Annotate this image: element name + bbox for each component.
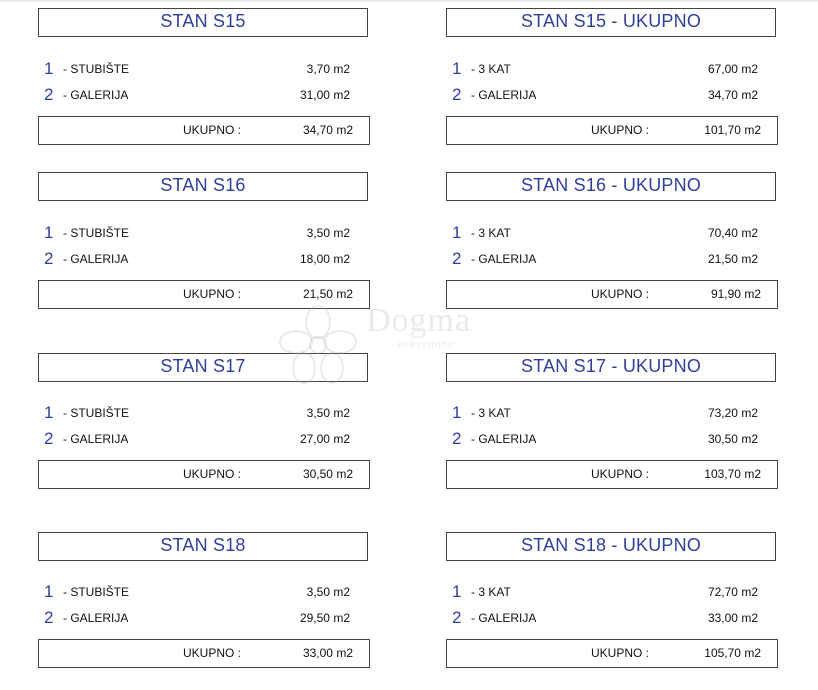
row-value: 73,20 m2 <box>707 406 758 420</box>
row-label: - STUBIŠTE <box>63 585 130 599</box>
row-value: 27,00 m2 <box>299 432 350 446</box>
row-label: - GALERIJA <box>63 611 129 625</box>
row-number: 1 <box>44 223 54 242</box>
area-row <box>38 223 370 243</box>
row-label: - GALERIJA <box>63 88 129 102</box>
row-label: - GALERIJA <box>471 88 537 102</box>
area-row <box>38 608 370 628</box>
total-box <box>38 460 370 489</box>
area-row <box>446 59 778 79</box>
area-row <box>38 582 370 602</box>
total-label: UKUPNO : <box>183 467 242 481</box>
row-value: 18,00 m2 <box>299 252 350 266</box>
row-value: 29,50 m2 <box>299 611 350 625</box>
total-label: UKUPNO : <box>183 287 242 301</box>
row-number: 1 <box>44 59 54 78</box>
row-label: - STUBIŠTE <box>63 226 130 240</box>
row-number: 1 <box>44 403 54 422</box>
row-value: 3,50 m2 <box>306 226 350 240</box>
watermark-subtext: nekretnine <box>398 338 455 350</box>
total-value: 30,50 m2 <box>302 467 353 481</box>
area-row <box>38 403 370 423</box>
total-label: UKUPNO : <box>183 123 242 137</box>
row-number: 1 <box>452 223 462 242</box>
row-value: 33,00 m2 <box>707 611 758 625</box>
area-row <box>38 249 370 269</box>
row-value: 3,50 m2 <box>306 585 350 599</box>
total-value: 21,50 m2 <box>302 287 353 301</box>
total-label: UKUPNO : <box>183 646 242 660</box>
row-label: - 3 KAT <box>471 62 511 76</box>
row-label: - 3 KAT <box>471 406 511 420</box>
panel-title: STAN S16 <box>38 172 368 201</box>
row-number: 2 <box>44 608 54 627</box>
total-value: 91,90 m2 <box>710 287 761 301</box>
row-number: 1 <box>452 582 462 601</box>
total-value: 34,70 m2 <box>302 123 353 137</box>
total-box <box>446 280 778 309</box>
row-value: 70,40 m2 <box>707 226 758 240</box>
panel-title: STAN S15 <box>38 8 368 37</box>
total-value: 101,70 m2 <box>704 123 761 137</box>
area-row <box>446 85 778 105</box>
row-label: - GALERIJA <box>471 432 537 446</box>
area-row <box>38 59 370 79</box>
panel-title: STAN S18 - UKUPNO <box>446 532 776 561</box>
area-row <box>446 608 778 628</box>
row-label: - 3 KAT <box>471 226 511 240</box>
row-label: - GALERIJA <box>63 432 129 446</box>
row-value: 3,70 m2 <box>306 62 350 76</box>
row-label: - GALERIJA <box>63 252 129 266</box>
row-value: 72,70 m2 <box>707 585 758 599</box>
row-label: - STUBIŠTE <box>63 62 130 76</box>
row-number: 2 <box>44 85 54 104</box>
row-number: 2 <box>452 608 462 627</box>
row-value: 67,00 m2 <box>707 62 758 76</box>
total-value: 33,00 m2 <box>302 646 353 660</box>
row-value: 3,50 m2 <box>306 406 350 420</box>
area-row <box>38 429 370 449</box>
row-number: 2 <box>452 249 462 268</box>
area-row <box>446 223 778 243</box>
row-label: - GALERIJA <box>471 252 537 266</box>
panel-title: STAN S17 - UKUPNO <box>446 353 776 382</box>
total-box <box>446 116 778 145</box>
row-number: 2 <box>44 249 54 268</box>
row-number: 1 <box>452 403 462 422</box>
total-box <box>38 116 370 145</box>
total-label: UKUPNO : <box>591 287 650 301</box>
row-label: - 3 KAT <box>471 585 511 599</box>
area-row <box>38 85 370 105</box>
panel-title: STAN S15 - UKUPNO <box>446 8 776 37</box>
total-label: UKUPNO : <box>591 123 650 137</box>
row-number: 2 <box>452 85 462 104</box>
total-box <box>38 639 370 668</box>
row-number: 2 <box>452 429 462 448</box>
row-number: 1 <box>44 582 54 601</box>
area-row <box>446 403 778 423</box>
total-value: 103,70 m2 <box>704 467 761 481</box>
panel-title: STAN S18 <box>38 532 368 561</box>
row-label: - GALERIJA <box>471 611 537 625</box>
row-value: 30,50 m2 <box>707 432 758 446</box>
total-label: UKUPNO : <box>591 646 650 660</box>
row-number: 2 <box>44 429 54 448</box>
total-box <box>446 460 778 489</box>
row-number: 1 <box>452 59 462 78</box>
total-box <box>38 280 370 309</box>
row-value: 34,70 m2 <box>707 88 758 102</box>
total-value: 105,70 m2 <box>704 646 761 660</box>
total-box <box>446 639 778 668</box>
row-value: 31,00 m2 <box>299 88 350 102</box>
area-row <box>446 582 778 602</box>
row-value: 21,50 m2 <box>707 252 758 266</box>
panel-title: STAN S16 - UKUPNO <box>446 172 776 201</box>
top-divider <box>0 0 818 2</box>
total-label: UKUPNO : <box>591 467 650 481</box>
watermark-text: Dogma <box>366 302 472 339</box>
row-label: - STUBIŠTE <box>63 406 130 420</box>
area-row <box>446 429 778 449</box>
panel-title: STAN S17 <box>38 353 368 382</box>
area-row <box>446 249 778 269</box>
